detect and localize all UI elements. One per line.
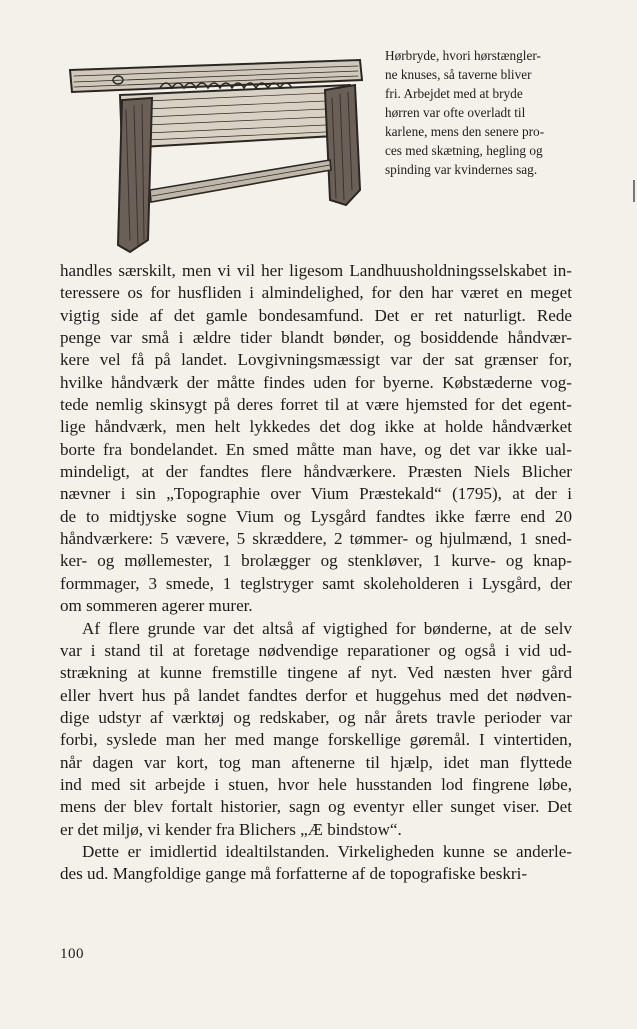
text-line: ind med sit arbejde i stuen, hvor hele husstanden lod fingrene løbe, <box>60 774 572 794</box>
caption-line: karlene, mens den senere pro- <box>385 124 545 139</box>
text-line: lige håndværk, men helt lykkedes det dog ikke at holde håndværket <box>60 417 572 437</box>
text-line: mindeligt, at der fandtes flere håndværkere. Præsten Niels Blicher <box>60 462 572 482</box>
text-line: vigtig side af det gamle bondesamfund. Det er ret naturligt. Rede <box>60 305 572 325</box>
text-line: tede nemlig skinsygt på deres forret til at være hjemsted for det egent- <box>60 395 572 415</box>
text-line: nævner i sin „Topographie over Vium Præstekald“ (1795), at der i <box>60 484 572 504</box>
text-line: ker- og møllemester, 1 brolægger og stenkløver, 1 kurve- og knap- <box>60 551 572 571</box>
caption-line: ces med skætning, hegling og <box>385 143 543 158</box>
text-line: penge var små i ældre tider blandt bønder, og bosiddende håndvær- <box>60 328 572 348</box>
text-line: var i stand til at foretage nødvendige reparationer og også i vid ud- <box>60 640 572 660</box>
text-line: Af flere grunde var det altså af vigtighed for bønderne, at de selv <box>82 618 572 638</box>
figure-caption <box>385 46 600 179</box>
text-line: håndværkere: 5 vævere, 5 skræddere, 2 tømmer- og hjulmænd, 1 sned- <box>60 529 572 549</box>
text-line: kere vel få på landet. Lovgivningsmæssigt var der sat grænser for, <box>60 350 572 370</box>
text-line: er det miljø, vi kender fra Blichers „Æ bindstow“. <box>60 819 402 839</box>
page-number: 100 <box>60 946 84 962</box>
text-line: mens der blev fortalt historier, sagn og eventyr eller sunget viser. Det <box>60 797 572 817</box>
hemp-brake-drawing <box>60 40 380 265</box>
text-line: forbi, syslede man her med mange forskellige gøremål. I vintertiden, <box>60 730 572 750</box>
text-line: borte fra bondelandet. En smed måtte man have, og det var ikke ual- <box>60 439 572 459</box>
text-line: de to midtjyske sogne Vium og Lysgård fandtes ikke færre end 20 <box>60 506 572 526</box>
caption-line: Hørbryde, hvori hørstængler- <box>385 48 541 63</box>
text-line: eller hvert hus på landet fandtes derfor et huggehus med det nødven- <box>60 685 572 705</box>
text-line: formmager, 3 smede, 1 teglstryger samt skoleholderen i Lysgård, der <box>60 573 572 593</box>
text-line: dige udstyr af værktøj og redskaber, og når årets travle perioder var <box>60 707 572 727</box>
caption-line: hørren var ofte overladt til <box>385 105 526 120</box>
edge-mark <box>633 180 635 202</box>
text-line: des ud. Mangfoldige gange må forfatterne af de topografiske beskri- <box>60 864 528 884</box>
caption-line: ne knuses, så taverne bliver <box>385 67 532 82</box>
text-line: handles særskilt, men vi vil her ligesom Landhuusholdningsselskabet in- <box>60 261 572 280</box>
text-line: strækning at kunne fremstille tingene af nyt. Ved næsten hver gård <box>60 663 572 683</box>
text-line: teressere os for husfliden i almindelighed, for den har været en meget <box>60 283 572 303</box>
text-line: Dette er imidlertid idealtilstanden. Virkeligheden kunne se anderle- <box>82 841 572 861</box>
text-line: når dagen var kort, tog man aftenerne til hjælp, idet man flyttede <box>60 752 572 772</box>
text-line: om sommeren agerer murer. <box>60 596 253 616</box>
body-text <box>60 260 572 886</box>
caption-line: spinding var kvindernes sag. <box>385 162 538 177</box>
caption-line: fri. Arbejdet med at bryde <box>385 86 523 101</box>
hemp-brake-illustration <box>60 40 380 265</box>
text-line: hvilke håndværk der måtte findes uden for byerne. Købstæderne vog- <box>60 372 572 392</box>
